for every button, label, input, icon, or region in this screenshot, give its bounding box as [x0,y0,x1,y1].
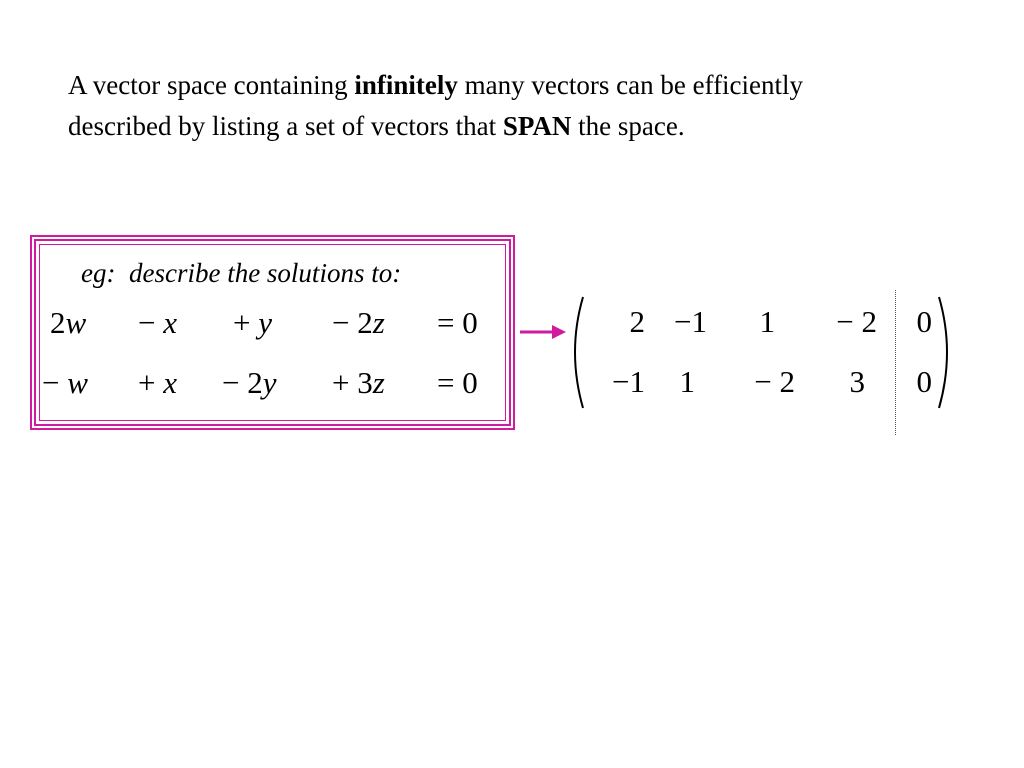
matrix-cell: − 2 [754,364,795,399]
intro-paragraph [68,65,888,147]
right-paren-icon [937,295,957,410]
equation-term: + y [233,305,272,340]
intro-text-2: many vectors can be efficiently described by listing a set of vectors that [68,70,804,141]
equation-term: − 2z [332,305,385,340]
equation-term: − w [42,365,88,400]
intro-text-3: the space. [571,111,685,141]
equation-term: + 3z [332,365,385,400]
equation-rhs: = 0 [437,305,478,340]
equation-term: − x [138,305,177,340]
equation-rhs: = 0 [437,365,478,400]
matrix-cell: − 2 [836,304,877,339]
equation-row-1 [32,305,513,345]
intro-text-1: A vector space containing [68,70,355,100]
equation-term: 2w [50,305,87,340]
left-paren-icon [565,295,585,410]
intro-emphasis-infinitely: infinitely [354,70,458,100]
matrix-cell: 1 [759,304,775,339]
intro-emphasis-span: SPAN [502,111,572,141]
augmented-divider [895,290,896,435]
example-box [30,235,515,430]
equation-term: − 2y [222,365,277,400]
matrix-cell: 1 [679,364,695,399]
equation-row-2 [32,365,513,405]
right-arrow-icon [518,318,568,346]
matrix-cell: 2 [629,304,645,339]
augmented-matrix [565,290,960,435]
matrix-cell: 0 [916,304,932,339]
equation-term: + x [138,365,177,400]
example-label: eg: describe the solutions to: [81,258,402,288]
matrix-cell: 3 [849,364,865,399]
matrix-cell: −1 [612,364,645,399]
matrix-cell: 0 [916,364,932,399]
matrix-cell: −1 [674,304,707,339]
